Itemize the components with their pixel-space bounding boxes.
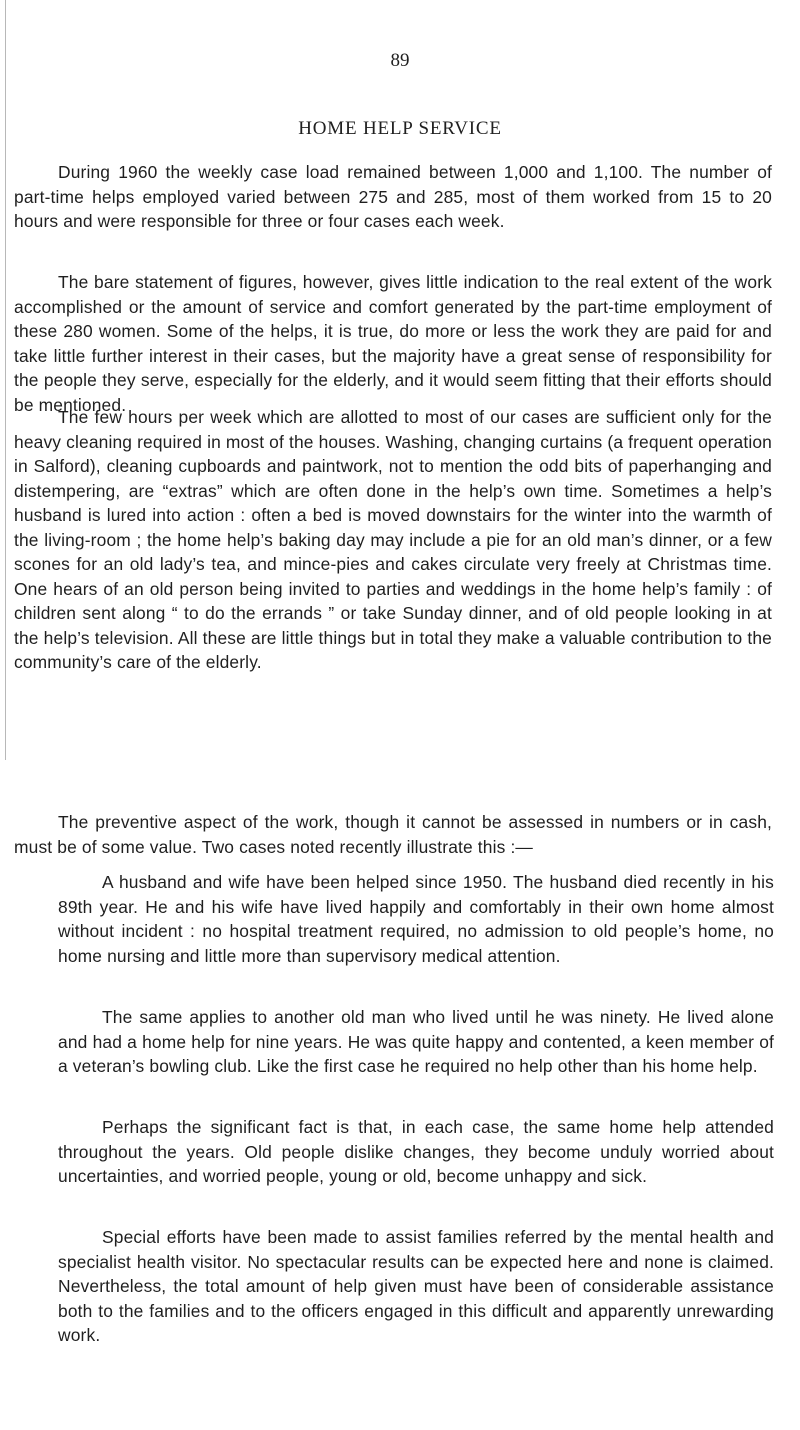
paragraph-preventive-aspect: The preventive aspect of the work, though it cannot be assessed in numbers or in cash, must be of some value. Two cases noted recently illustrate this :— [14, 812, 772, 857]
paragraph-extras: The few hours per week which are allotted to most of our cases are sufficient only for the heavy cleaning required in most of the houses. Washing, changing curtains (a frequent operation in Salford), cleaning cupboards and paintwork, not to mention the odd bits of paperhanging and distempering, are “extras” which are often done in the help’s own time. Sometimes a help’s husband is lured into action : often a bed is moved downstairs for the winter into the warmth of the living-room ; the home help’s baking day may include a pie for an old man’s dinner, or a few scones for an old lady’s tea, and mince-pies and cakes circulate very freely at Christmas time. One hears of an old person being invited to parties and weddings in the home help’s family : of children sent along “ to do the errands ” or take Sunday dinner, and of old people looking in at the help’s television. All these are little things but in total they make a valuable contribution to the community’s care of the elderly. [14, 407, 772, 672]
paragraph-special-efforts: Special efforts have been made to assist families referred by the mental health and specialist health visitor. No spectacular results can be expected here and none is claimed. Nevertheless, the total amount of help given must have been of considerable assistance both to the families and to the officers engaged in this difficult and apparently unrewarding work. [58, 1227, 774, 1345]
page-title: HOME HELP SERVICE [298, 118, 502, 139]
paragraph-case-two: The same applies to another old man who lived until he was ninety. He lived alone and had a home help for nine years. He was quite happy and contented, a keen member of a veteran’s bowling club. Like the first case he required no help other than his home help. [58, 1007, 774, 1076]
page-binding-edge [5, 0, 6, 760]
paragraph-case-one: A husband and wife have been helped since 1950. The husband died recently in his 89th year. He and his wife have lived happily and comfortably in their own home almost without incident : no hospital treatment required, no admission to old people’s home, no home nursing and little more than supervisory medical attention. [58, 872, 774, 966]
page-number: 89 [390, 50, 410, 71]
paragraph-figures: The bare statement of figures, however, gives little indication to the real extent of the work accomplished or the amount of service and comfort generated by the part-time employment of these 280 women. Some of the helps, it is true, do more or less the work they are paid for and take little further interest in their cases, but the majority have a great sense of responsibility for the people they serve, especially for the elderly, and it would seem fitting that their efforts should be mentioned. [14, 272, 772, 415]
paragraph-case-load: During 1960 the weekly case load remained between 1,000 and 1,100. The number of part-time helps employed varied between 275 and 285, most of them worked from 15 to 20 hours and were responsible for three or four cases each week. [14, 162, 772, 231]
paragraph-significant-fact: Perhaps the significant fact is that, in each case, the same home help attended throughout the years. Old people dislike changes, they become unduly worried about uncertainties, and worried people, young or old, become unhappy and sick. [58, 1117, 774, 1186]
